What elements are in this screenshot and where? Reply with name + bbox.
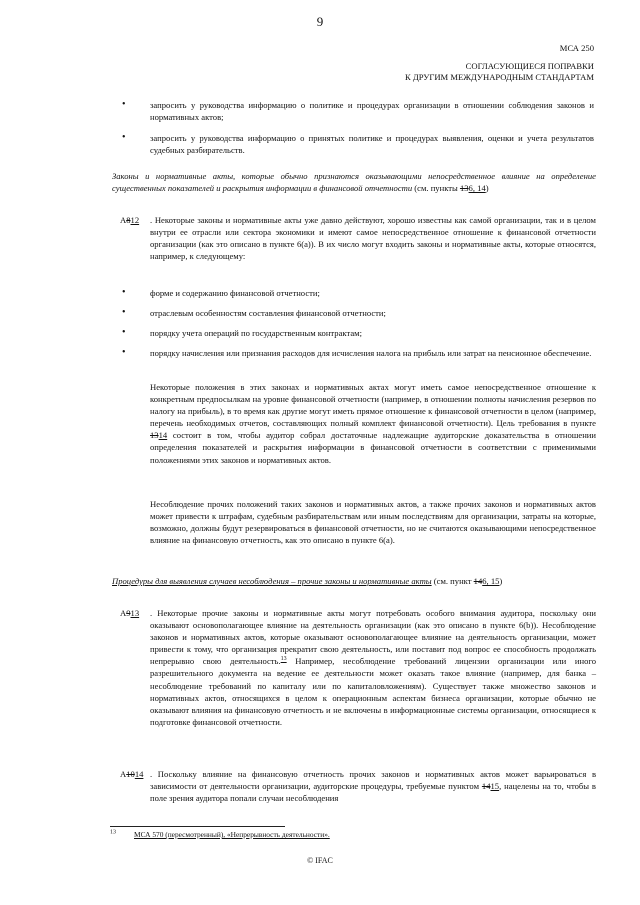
para-label-a14 xyxy=(120,768,143,780)
text-run: состоит в том, чтобы аудитор собрал достаточные надлежащие аудиторские доказательства в отношении определения показателей и раскрытия информации в финансовой отчетности в соответствии с применимыми положениями этих законов и нормативных актов. xyxy=(150,430,596,465)
ref-prefix: (см. пункт xyxy=(433,576,474,586)
list-item: • порядку начисления или признания расходов для исчисления налога на прибыль или затрат на пенсионное обеспечение. xyxy=(150,347,594,359)
deleted-label: 10 xyxy=(126,769,135,779)
list-item: • запросить у руководства информацию о политике и процедурах организации в отношении соблюдения законов и нормативных актов; xyxy=(150,99,594,123)
footnote xyxy=(110,830,330,840)
header-title-line1: СОГЛАСУЮЩИЕСЯ ПОПРАВКИ xyxy=(465,61,594,71)
list-item: • форме и содержанию финансовой отчетности; xyxy=(150,287,594,299)
inserted-label: 13 xyxy=(130,608,140,618)
footnote-reference[interactable]: 13 xyxy=(280,656,287,663)
a12-bullet-list xyxy=(150,287,594,359)
inserted-ref: 6, 15 xyxy=(482,576,500,586)
paragraph-a12: . Некоторые законы и нормативные акты уже давно действуют, хорошо известны как самой организации, так и в целом внутри ее отрасли или сектора экономики и имеют самое непосредственное отношение к финансовой отчетности организации (как это описано в пункте 6(а)). В их число могут входить законы и нормативные акты, которые относятся, например, к следующему: xyxy=(150,215,596,262)
standard-code: МСА 250 xyxy=(559,43,594,53)
inserted-label: 14 xyxy=(134,769,144,779)
list-item: • запросить у руководства информацию о принятых политике и процедурах выявления, оценки и учета результатов судебных разбирательств. xyxy=(150,132,594,156)
label-prefix: A xyxy=(120,215,127,225)
deleted-ref: 13 xyxy=(459,183,469,194)
paragraph-a13 xyxy=(150,607,596,728)
text-run: Некоторые положения в этих законах и нормативных актах могут иметь самое непосредственное отношение к конкретным предпосылкам на уровне финансовой отчетности (например, в отношении полноты начисления резервов по налогу на прибыль), в то время как другие могут иметь прямое отношение к финансовой отчетности в целом (например, перечень необходимых отчетов, составляющих полный комплект финансовой отчетности). Цель требования в пункте xyxy=(150,382,596,429)
inserted-ref: 15 xyxy=(490,781,500,792)
paragraph-a14 xyxy=(150,768,596,804)
inserted-ref: 14 xyxy=(158,430,168,441)
section-heading-1-text: Законы и нормативные акты, которые обычно признаются оказывающими непосредственное влияние на определение существенных показателей и раскрытия информации в финансовой отчетности xyxy=(112,171,596,194)
copyright-footer: © IFAC xyxy=(307,856,333,865)
footnote-text: МСА 570 (пересмотренный), «Непрерывность деятельности». xyxy=(134,830,330,839)
ref-suffix: ) xyxy=(485,183,489,194)
footnote-separator xyxy=(110,826,285,827)
section-heading-2-text: Процедуры для выявления случаев несоблюдения – прочие законы и нормативные акты xyxy=(112,576,432,586)
list-item: • порядку учета операций по государственным контрактам; xyxy=(150,327,594,339)
text-run: Например, несоблюдение требований лицензии организации или иного разрешительного документа на ведение ее деятельности может оказать такое влияние (например, для банка – несоблюдение требований по капиталу или по капиталовложениям). Существует также множество законов и нормативных актов, относящихся в целом к операционным аспектам бизнеса организации, которые обычно не оказывают влияния на финансовую отчетность и не включены в информационные системы организации, относящиеся к подготовке финансовой отчетности. xyxy=(150,656,597,727)
para-label-a13 xyxy=(120,607,139,619)
deleted-ref: 14 xyxy=(473,576,483,586)
top-bullet-list xyxy=(150,99,594,156)
section-heading-1 xyxy=(112,170,596,194)
paragraph-a12-noncompliance: Несоблюдение прочих положений таких законов и нормативных актов, а также прочих законов и нормативных актов может привести к штрафам, судебным разбирательствам или иным последствиям для организации, затраты на которые, возможно, должны будут резервироваться в финансовой отчетности, но не считаются оказывающими непосредственное влияние на финансовую отчетность, как это описано в пункте 6(а). xyxy=(150,499,596,546)
inserted-label: 12 xyxy=(130,215,140,225)
para-label-a12 xyxy=(120,214,139,226)
section-heading-1-ref-prefix: (см. пункты xyxy=(414,183,458,194)
deleted-label: 9 xyxy=(126,608,131,618)
label-prefix: A xyxy=(120,769,127,779)
list-item: • отраслевым особенностям составления финансовой отчетности; xyxy=(150,307,594,319)
deleted-ref: 14 xyxy=(481,781,491,792)
inserted-ref: 6, 14 xyxy=(468,183,486,194)
page-number: 9 xyxy=(316,14,324,29)
deleted-ref: 13 xyxy=(150,430,159,441)
paragraph-a12-continued xyxy=(150,381,596,466)
section-heading-2 xyxy=(112,575,596,587)
header-title-line2: К ДРУГИМ МЕЖДУНАРОДНЫМ СТАНДАРТАМ xyxy=(404,72,594,82)
ref-suffix: ) xyxy=(499,576,503,586)
text-run: . Некоторые прочие законы и нормативные акты могут потребовать особого внимания аудитора, поскольку они оказывают основополагающее влияние на деятельность организации (как это описано в пункте 6(b)). Несоблюдение законов и нормативных актов, которые оказывают основополагающее влияние на деятельность организации, может привести к тому, что организация прекратит свою деятельность, или поставит под вопрос ее способность продолжать непрерывно свою деятельность. xyxy=(150,608,596,667)
deleted-label: 8 xyxy=(126,215,131,225)
text-run: . Поскольку влияние на финансовую отчетность прочих законов и нормативных актов может варьироваться в зависимости от деятельности организации, аудиторские процедуры, требуемые пунктом xyxy=(150,769,596,792)
footnote-number: 13 xyxy=(110,829,116,836)
text-run: , нацелены на то, чтобы в поле зрения аудитора попали случаи несоблюдения xyxy=(150,781,596,804)
label-prefix: A xyxy=(120,608,127,618)
